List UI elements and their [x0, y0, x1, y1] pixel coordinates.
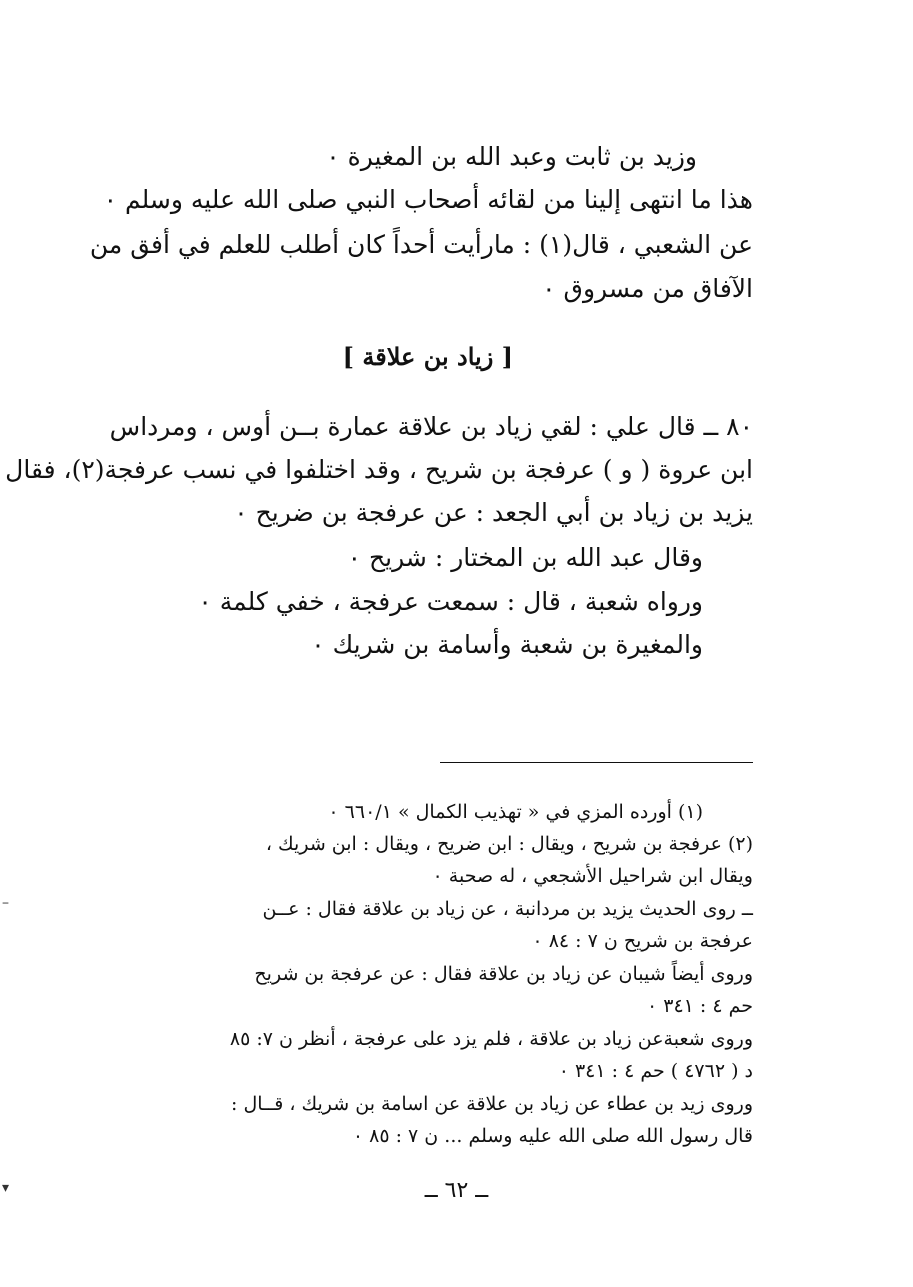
quote-line: وقال عبد الله بن المختار : شريح ٠: [347, 543, 703, 572]
body-line: الآفاق من مسروق ٠: [542, 274, 753, 303]
scan-mark: ▾: [2, 1180, 10, 1196]
footnote-line: وروى زيد بن عطاء عن زياد بن علاقة عن اسامة بن شريك ، قــال :: [231, 1093, 753, 1115]
body-line: وزيد بن ثابت وعبد الله بن المغيرة ٠: [326, 142, 697, 171]
footnote-line: قال رسول الله صلى الله عليه وسلم ... ن ٧ : ٨٥ ٠: [352, 1125, 753, 1147]
body-line: هذا ما انتهى إلينا من لقائه أصحاب النبي صلى الله عليه وسلم ٠: [103, 185, 753, 214]
body-line: عن الشعبي ، قال(١) : مارأيت أحداً كان أطلب للعلم في أفق من: [89, 230, 753, 259]
footnote-line: وروى شعبةعن زياد بن علاقة ، فلم يزد على عرفجة ، أنظر ن ٧: ٨٥: [229, 1028, 753, 1050]
quote-line: والمغيرة بن شعبة وأسامة بن شريك ٠: [311, 630, 703, 659]
scan-mark: –: [2, 895, 9, 911]
page-number: ــ ٦٢ ــ: [424, 1178, 489, 1203]
footnote-line: حم ٤ : ٣٤١ ٠: [646, 995, 753, 1017]
footnote-line: (١) أورده المزي في « تهذيب الكمال » ٦٦٠/١ ٠: [328, 801, 703, 823]
footnote-line: ويقال ابن شراحيل الأشجعي ، له صحبة ٠: [432, 865, 753, 887]
footnote-line: (٢) عرفجة بن شريح ، ويقال : ابن ضريح ، ويقال : ابن شريك ،: [265, 833, 753, 855]
section-heading: [ زياد بن علاقة ]: [342, 342, 513, 371]
entry-line: ٨٠ ــ قال علي : لقي زياد بن علاقة عمارة بــن أوس ، ومرداس: [109, 412, 753, 441]
entry-line: ابن عروة ( و ) عرفجة بن شريح ، وقد اختلفوا في نسب عرفجة(٢)، فقال: [5, 455, 753, 484]
footnote-divider: [440, 762, 753, 763]
footnote-line: عرفجة بن شريح ن ٧ : ٨٤ ٠: [532, 930, 753, 952]
footnote-line: وروى أيضاً شيبان عن زياد بن علاقة فقال : عن عرفجة بن شريح: [254, 963, 753, 985]
footnote-line: د ( ٤٧٦٢ ) حم ٤ : ٣٤١ ٠: [558, 1060, 753, 1082]
footnote-line: ــ روى الحديث يزيد بن مردانبة ، عن زياد بن علاقة فقال : عــن: [262, 898, 753, 920]
entry-line: يزيد بن زياد بن أبي الجعد : عن عرفجة بن ضريح ٠: [234, 498, 753, 527]
quote-line: ورواه شعبة ، قال : سمعت عرفجة ، خفي كلمة ٠: [198, 587, 703, 616]
